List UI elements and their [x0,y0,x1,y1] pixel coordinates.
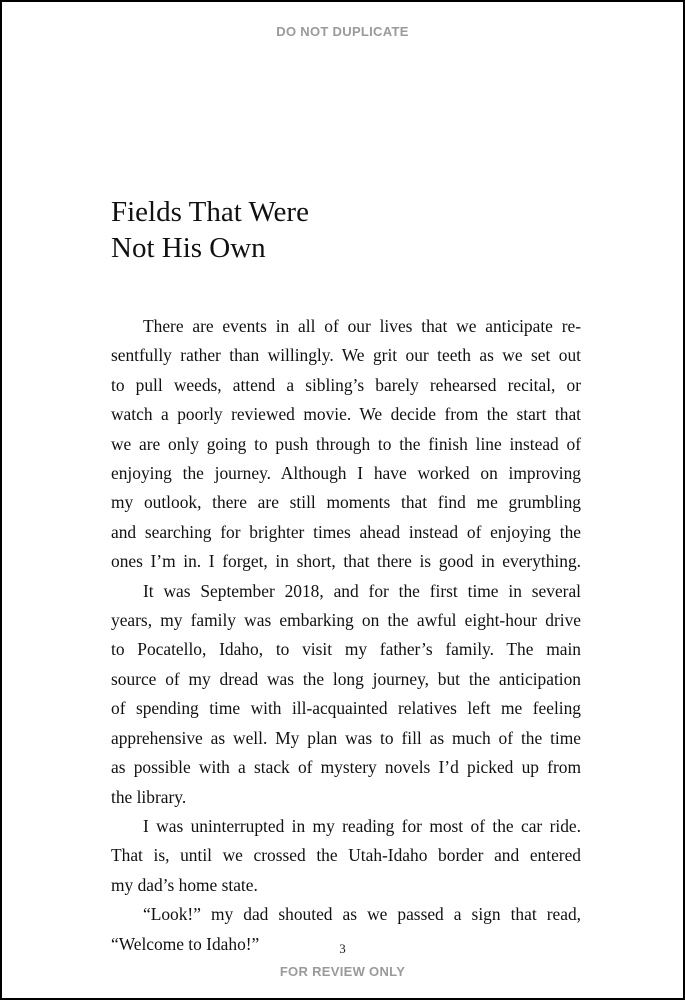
chapter-title [111,194,309,266]
text-line: There are events in all of our lives that we anticipate re- [143,316,581,336]
paragraph [111,577,581,812]
text-line: source of my dread was the long journey, but the anticipation [111,668,581,689]
text-line: to Pocatello, Idaho, to visit my father’s family. The main [111,639,581,660]
text-line: That is, until we crossed the Utah-Idaho border and entered [111,845,581,866]
text-line: It was September 2018, and for the first time in several [143,580,581,601]
body-text [111,312,581,959]
text-line: enjoying the journey. Although I have worked on improving [111,463,581,484]
text-line: watch a poorly reviewed movie. We decide from the start that [111,404,581,425]
page-number: 3 [339,941,346,956]
paragraph [111,312,581,577]
text-line: I was uninterrupted in my reading for most of the car ride. [143,815,581,836]
footer-watermark: FOR REVIEW ONLY [279,964,406,979]
header-watermark: DO NOT DUPLICATE [276,24,409,39]
text-line: “Welcome to Idaho!” [111,933,260,954]
text-line: apprehensive as well. My plan was to fill as much of the time [111,727,581,748]
chapter-title-line: Not His Own [111,232,266,264]
text-line: “Look!” my dad shouted as we passed a sign that read, [143,904,581,925]
text-line: to pull weeds, attend a sibling’s barely rehearsed recital, or [111,374,581,395]
text-line: of spending time with ill-acquainted relatives left me feeling [111,698,581,719]
text-line: ones I’m in. I forget, in short, that there is good in everything. [111,551,581,572]
paragraph [111,812,581,900]
text-line: my outlook, there are still moments that find me grumbling [111,492,581,513]
text-line: the library. [111,786,187,807]
chapter-title-line: Fields That Were [111,196,309,228]
text-line: years, my family was embarking on the awful eight-hour drive [111,610,581,631]
text-line: sentfully rather than willingly. We grit our teeth as we set out [111,345,581,366]
text-line: as possible with a stack of mystery novels I’d picked up from [111,757,581,778]
text-line: we are only going to push through to the finish line instead of [111,433,581,454]
text-line: and searching for brighter times ahead instead of enjoying the [111,521,581,542]
text-line: my dad’s home state. [111,874,258,895]
